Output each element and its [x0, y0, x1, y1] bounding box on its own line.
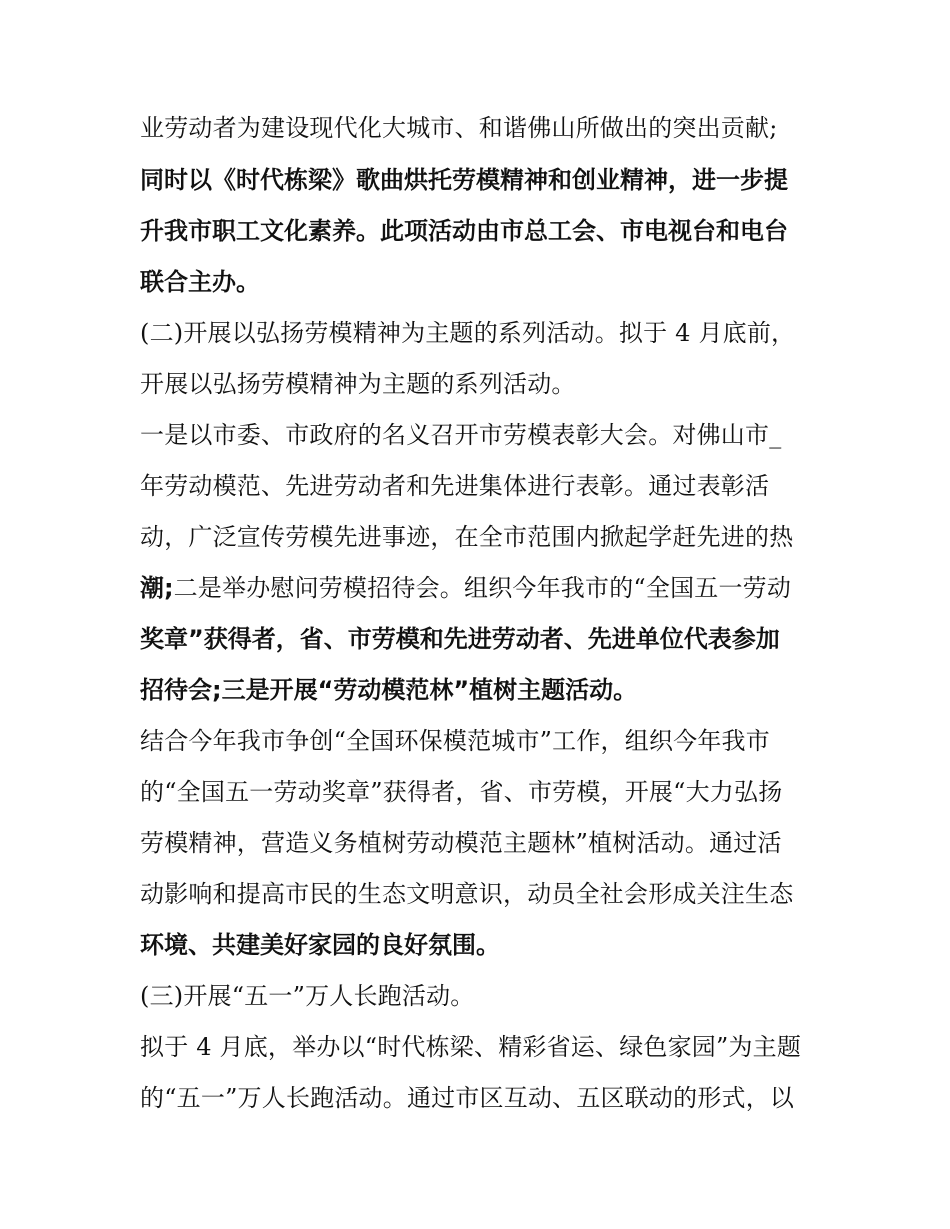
body-text-line: 同时以《时代栋梁》歌曲烘托劳模精神和创业精神，进一步提 — [140, 166, 788, 194]
section-heading-2: (二)开展以弘扬劳模精神为主题的系列活动。拟于 4 月底前， — [140, 319, 796, 347]
body-text-line: 动影响和提高市民的生态文明意识，动员全社会形成关注生态 — [140, 880, 794, 908]
body-text-line: 升我市职工文化素养。此项活动由市总工会、市电视台和电台 — [140, 217, 788, 245]
body-text-line: 招待会;三是开展“劳动模范林”植树主题活动。 — [140, 676, 638, 704]
body-text-bold-fragment: 潮; — [140, 574, 174, 602]
body-text-line: 劳模精神，营造义务植树劳动模范主题林”植树活动。通过活 — [140, 829, 782, 857]
body-text-line: 开展以弘扬劳模精神为主题的系列活动。 — [140, 370, 576, 398]
body-text-line — [140, 573, 840, 604]
body-text-line: 拟于 4 月底，举办以“时代栋梁、精彩省运、绿色家园”为主题 — [140, 1033, 802, 1061]
body-text-line: 一是以市委、市政府的名义召开市劳模表彰大会。对佛山市_ — [140, 421, 782, 449]
body-text-line: 环境、共建美好家园的良好氛围。 — [140, 931, 500, 959]
body-text-line: 业劳动者为建设现代化大城市、和谐佛山所做出的突出贡献; — [140, 114, 778, 142]
body-text-line: 奖章”获得者，省、市劳模和先进劳动者、先进单位代表参加 — [140, 625, 780, 653]
body-text-line: 的“五一”万人长跑活动。通过市区互动、五区联动的形式，以 — [140, 1084, 795, 1112]
body-text-line: 结合今年我市争创“全国环保模范城市”工作，组织今年我市 — [140, 727, 770, 755]
body-text-line: 年劳动模范、先进劳动者和先进集体进行表彰。通过表彰活 — [140, 472, 770, 500]
section-heading-3: (三)开展“五一”万人长跑活动。 — [140, 982, 475, 1010]
body-text-fragment: 二是举办慰问劳模招待会。组织今年我市的“全国五一劳动 — [173, 574, 792, 602]
body-text-line: 的“全国五一劳动奖章”获得者，省、市劳模，开展“大力弘扬 — [140, 778, 783, 806]
body-text-line: 联合主办。 — [140, 268, 260, 296]
body-text-line: 动，广泛宣传劳模先进事迹，在全市范围内掀起学赶先进的热 — [140, 523, 794, 551]
